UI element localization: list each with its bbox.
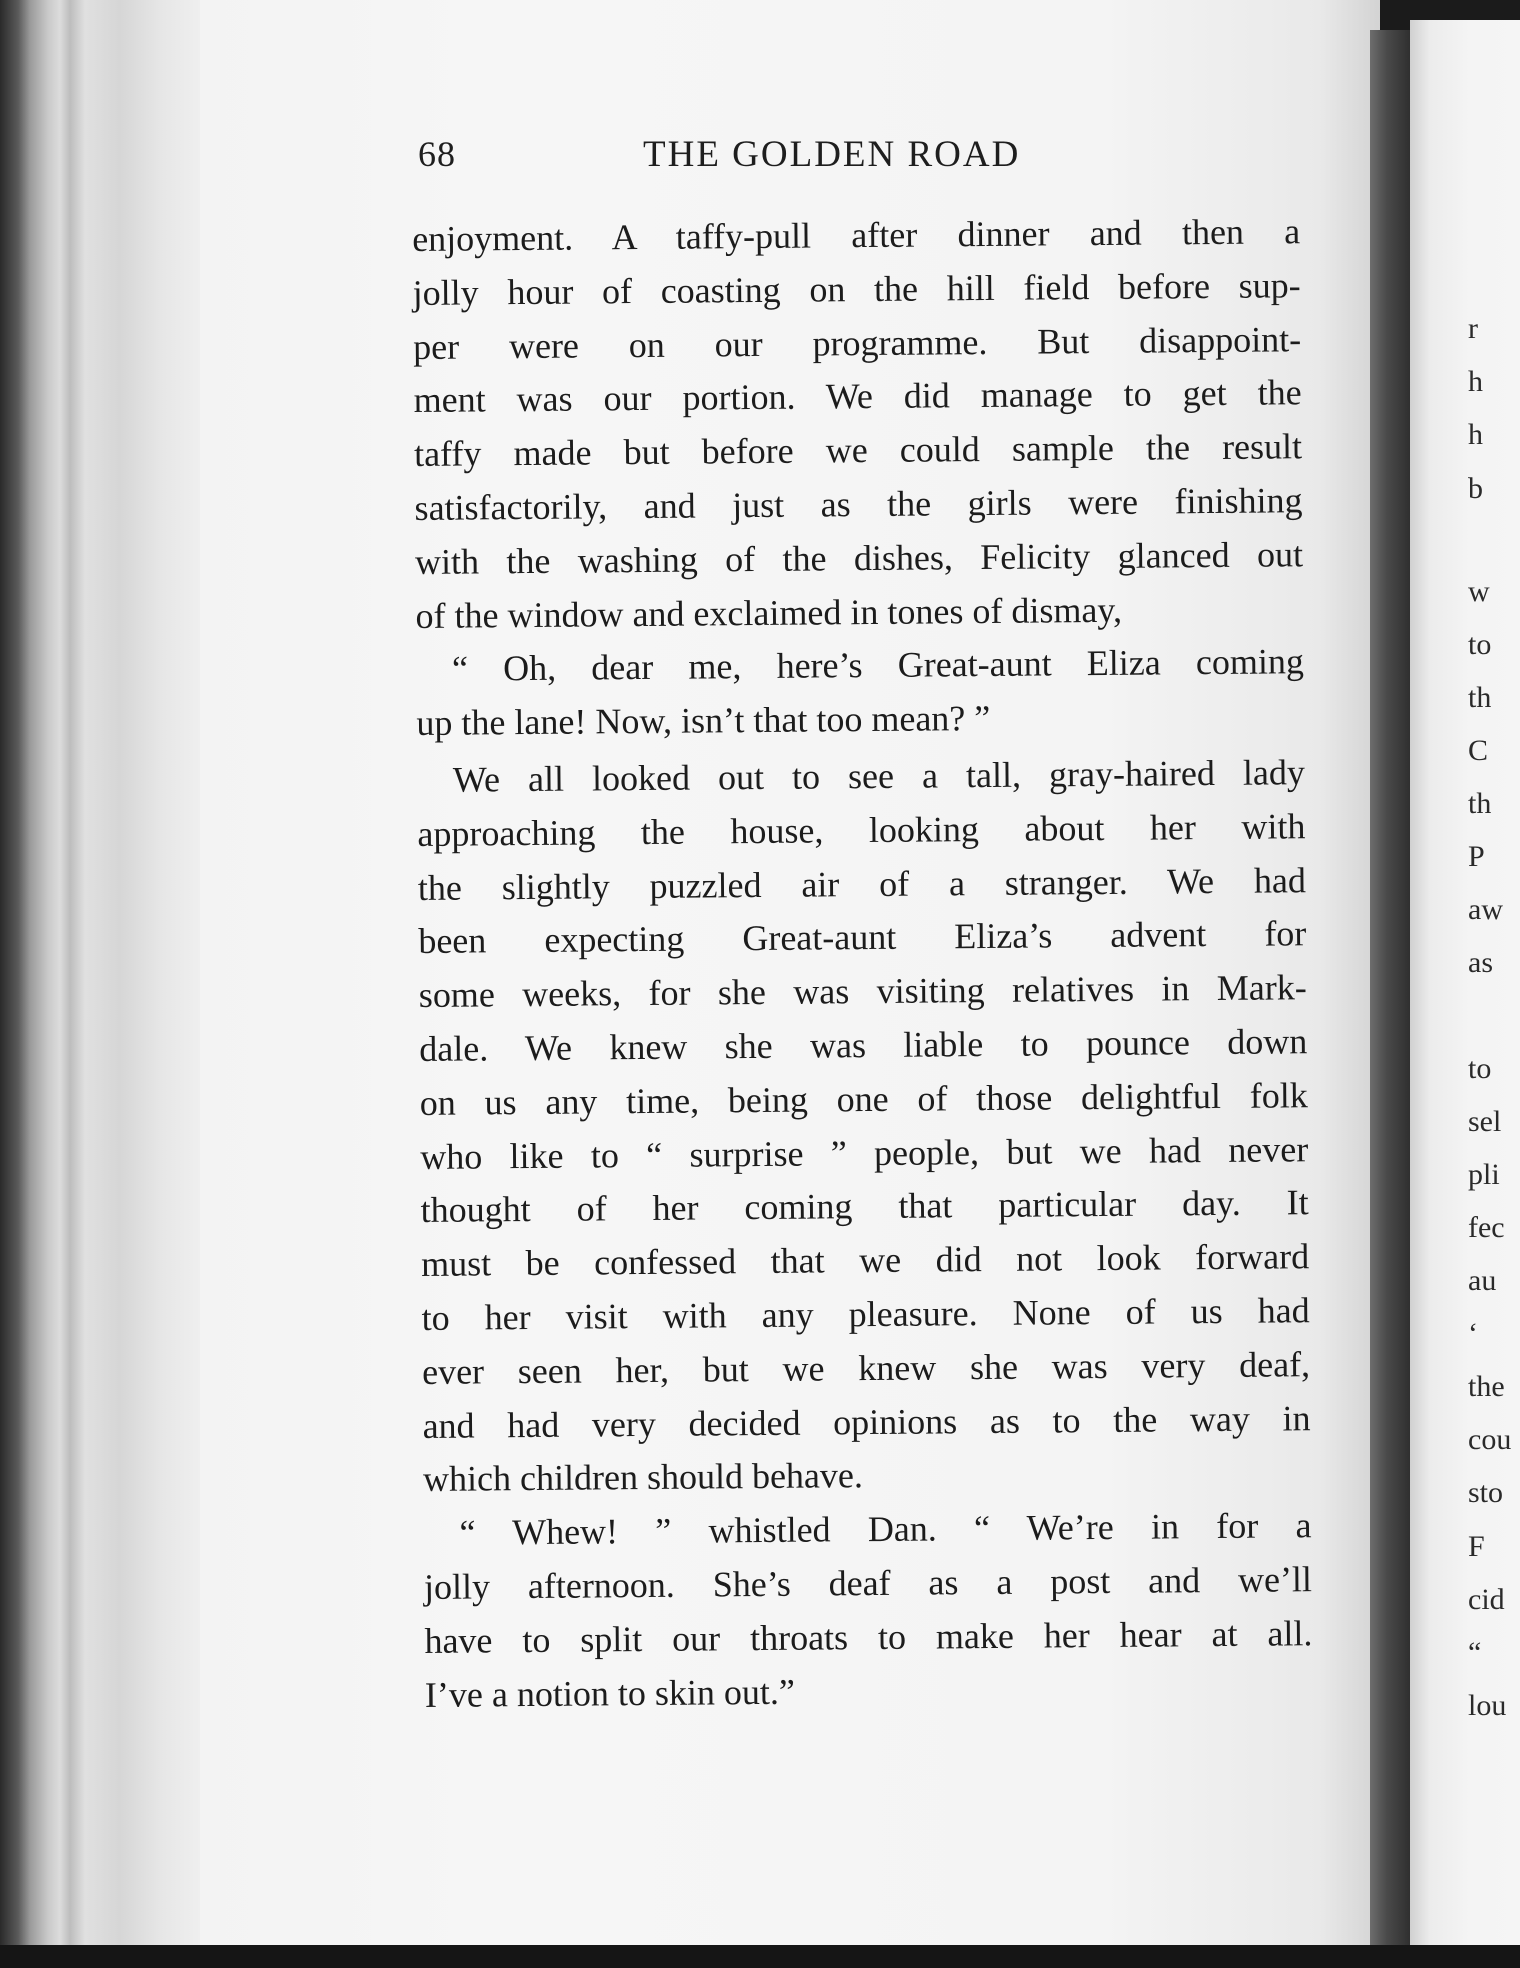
text-line: “ Whew! ” whistled Dan. “ We’re in for a (459, 1505, 1312, 1553)
text-line: enjoyment. A taffy-pull after dinner and then a (412, 211, 1301, 259)
text-line: taffy made but before we could sample the result (413, 426, 1303, 475)
facing-page-fragment: “ (1468, 1636, 1482, 1669)
facing-page-fragment: sel (1468, 1105, 1502, 1138)
text-line: satisfactorily, and just as the girls were finishing (414, 480, 1303, 528)
facing-page-fragment: C (1468, 734, 1489, 767)
facing-page-fragment: au (1468, 1264, 1497, 1297)
text-line: up the lane! Now, isn’t that too mean? ” (416, 698, 991, 744)
facing-page-fragment: as (1468, 946, 1493, 979)
page-edges-left (0, 0, 215, 1968)
body-text (412, 205, 1313, 1722)
facing-page-fragment: th (1468, 787, 1492, 820)
text-line: per were on our programme. But disappoint- (412, 318, 1302, 367)
text-line: been expecting Great-aunt Eliza’s advent for (418, 913, 1307, 962)
text-line: which children should behave. (422, 1455, 864, 1500)
text-line: ment was our portion. We did manage to get the (413, 372, 1302, 421)
text-line: approaching the house, looking about her with (417, 805, 1306, 854)
text-line: have to split our throats to make her hear at all. (424, 1612, 1313, 1661)
text-line: I’ve a notion to skin out.” (424, 1671, 796, 1715)
facing-page-fragment: lou (1468, 1689, 1507, 1722)
text-line: some weeks, for she was visiting relatives in Mark- (418, 967, 1307, 1016)
running-head (418, 133, 1098, 183)
facing-page-fragment: b (1468, 472, 1483, 505)
facing-page-fragment: aw (1468, 893, 1503, 926)
facing-page-fragment: h (1468, 365, 1483, 398)
text-line: and had very decided opinions as to the way in (422, 1397, 1311, 1446)
facing-page-fragment: F (1468, 1530, 1485, 1563)
facing-page-fragment: pli (1468, 1158, 1500, 1191)
text-line: jolly hour of coasting on the hill field before sup- (412, 265, 1301, 313)
text-line: who like to “ surprise ” people, but we had never (420, 1128, 1309, 1177)
facing-page-fragment: ‘ (1468, 1317, 1478, 1350)
facing-page-fragment: cou (1468, 1423, 1512, 1456)
text-line: of the window and exclaimed in tones of dismay, (415, 589, 1123, 636)
text-line: the slightly puzzled air of a stranger. We had (417, 859, 1307, 908)
facing-page-fragment: h (1468, 418, 1483, 451)
facing-page-fragment: th (1468, 681, 1492, 714)
text-line: thought of her coming that particular day. It (420, 1182, 1309, 1231)
book-title: THE GOLDEN ROAD (643, 134, 1021, 175)
page-number: 68 (418, 134, 456, 174)
book-gutter (1370, 30, 1412, 1950)
text-line: to her visit with any pleasure. None of us had (421, 1290, 1310, 1338)
facing-page-fragment: the (1468, 1370, 1505, 1403)
facing-page-fragment: to (1468, 1052, 1492, 1085)
facing-page-fragment: to (1468, 628, 1492, 661)
facing-page-fragment: cid (1468, 1583, 1505, 1616)
facing-page-fragment: fec (1468, 1211, 1505, 1244)
text-line: “ Oh, dear me, here’s Great-aunt Eliza coming (451, 641, 1305, 690)
facing-page-fragment: P (1468, 840, 1485, 873)
scan-border (0, 1945, 1520, 1968)
text-line: on us any time, being one of those delightful folk (419, 1074, 1308, 1123)
text-line: ever seen her, but we knew she was very deaf, (421, 1343, 1311, 1392)
facing-page-fragment: sto (1468, 1476, 1504, 1509)
text-line: dale. We knew she was liable to pounce down (419, 1021, 1308, 1069)
text-line: with the washing of the dishes, Felicity glanced out (414, 534, 1304, 582)
facing-page-fragment: w (1468, 575, 1490, 608)
text-line: jolly afternoon. She’s deaf as a post and we’ll (423, 1559, 1313, 1607)
text-line: must be confessed that we did not look forward (420, 1236, 1310, 1285)
facing-page-fragment: r (1468, 312, 1478, 345)
text-line: We all looked out to see a tall, gray-haired lady (452, 752, 1306, 800)
